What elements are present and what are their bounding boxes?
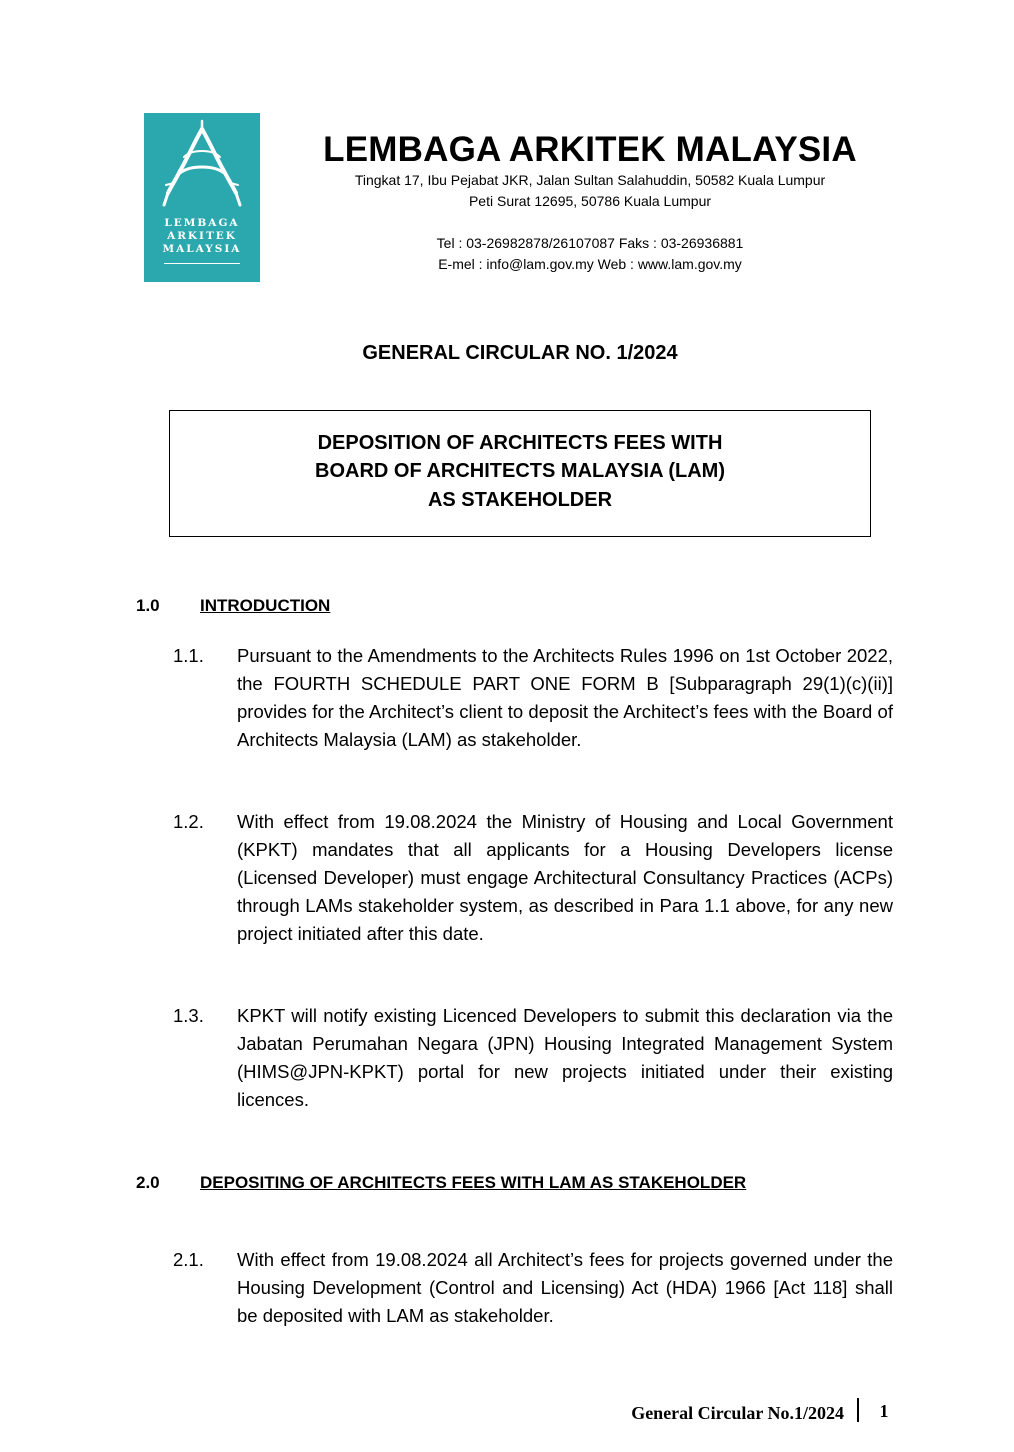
page-number: 1 (879, 1401, 889, 1421)
paragraph-number: 2.1. (173, 1249, 204, 1270)
paragraph-number: 1.1. (173, 645, 204, 666)
organization-name: LEMBAGA ARKITEK MALAYSIA (323, 130, 857, 169)
subject-box (169, 410, 871, 537)
logo-wordmark (144, 217, 260, 256)
subject-line: BOARD OF ARCHITECTS MALAYSIA (LAM) (315, 460, 725, 482)
logo-underline (164, 263, 240, 264)
contact-line: Tel : 03-26982878/26107087 Faks : 03-26936881 (436, 235, 744, 251)
paragraph-number: 1.3. (173, 1005, 204, 1026)
address-line: Tingkat 17, Ibu Pejabat JKR, Jalan Sultan Salahuddin, 50582 Kuala Lumpur (354, 172, 826, 188)
section-number: 2.0 (136, 1173, 160, 1192)
logo-text-line: MALAYSIA (162, 243, 242, 255)
logo-text-line: LEMBAGA (164, 217, 240, 229)
architect-a-emblem-icon (144, 113, 260, 217)
section-number: 1.0 (136, 596, 160, 615)
contact-line: E-mel : info@lam.gov.my Web : www.lam.gov.my (438, 256, 742, 272)
subject-line: AS STAKEHOLDER (427, 489, 613, 511)
section-heading: INTRODUCTION (200, 596, 331, 615)
paragraph-number: 1.2. (173, 811, 204, 832)
paragraph-text: With effect from 19.08.2024 the Ministry of Housing and Local Government (KPKT) mandates that all applicants for a Housing Developers license (Licensed Developer) must engage Architectural Consultancy Practices (ACPs) through LAMs stakeholder system, as described in Para 1.1 above, for any new project initiated after this date. (237, 811, 893, 944)
subject-line: DEPOSITION OF ARCHITECTS FEES WITH (317, 432, 723, 454)
logo-text-line: ARKITEK (167, 230, 237, 242)
address-line: Peti Surat 12695, 50786 Kuala Lumpur (468, 193, 712, 209)
circular-title: GENERAL CIRCULAR NO. 1/2024 (362, 342, 678, 364)
paragraph-text: With effect from 19.08.2024 all Architect’s fees for projects governed under the Housing Development (Control and Licensing) Act (HDA) 1966 [Act 118] shall be deposited with LAM as stakeholder. (237, 1249, 893, 1326)
section-heading: DEPOSITING OF ARCHITECTS FEES WITH LAM AS STAKEHOLDER (200, 1173, 747, 1192)
paragraph-text: Pursuant to the Amendments to the Architects Rules 1996 on 1st October 2022, the FOURTH SCHEDULE PART ONE FORM B [Subparagraph 29(1)(c)(ii)] provides for the Architect’s client to deposit the Architect’s fees with the Board of Architects Malaysia (LAM) as stakeholder. (237, 645, 893, 750)
lam-logo (144, 113, 260, 282)
footer-divider (857, 1398, 859, 1422)
footer-label: General Circular No.1/2024 (631, 1403, 844, 1423)
paragraph-text: KPKT will notify existing Licenced Developers to submit this declaration via the Jabatan Perumahan Negara (JPN) Housing Integrated Management System (HIMS@JPN-KPKT) portal for new projects initiated under their existing licences. (237, 1005, 893, 1110)
